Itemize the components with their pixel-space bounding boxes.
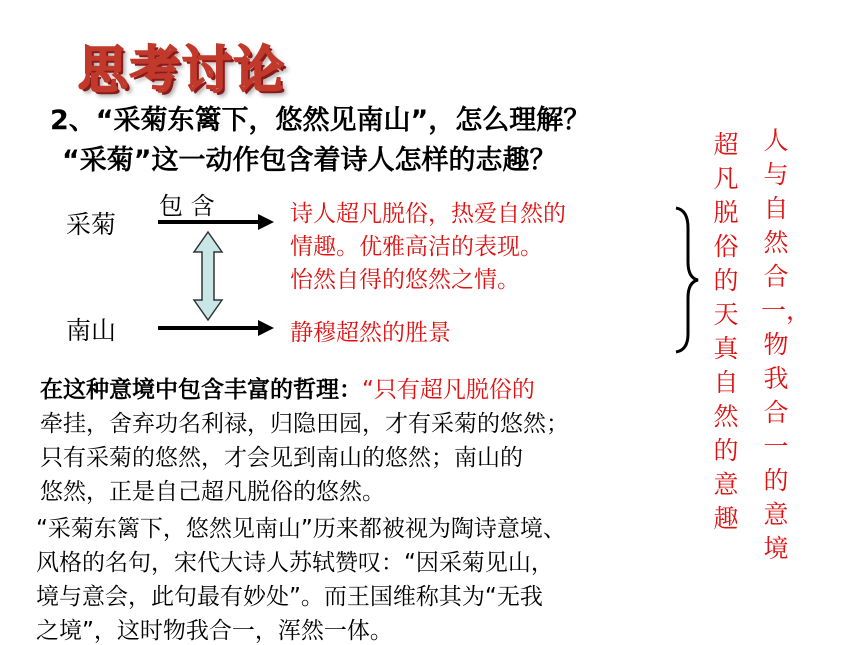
philosophy-label: 在这种意境中包含丰富的哲理：	[40, 377, 362, 403]
answer-bottom: 静穆超然的胜景	[290, 320, 451, 346]
curly-brace	[676, 208, 698, 352]
philosophy-line-1	[40, 371, 535, 404]
label-nanshan: 南山	[66, 316, 117, 345]
label-caiju: 采菊	[66, 210, 117, 239]
philosophy-line-2: 牵挂，舍弃功名利禄，归隐田园，才有采菊的悠然；	[40, 411, 569, 437]
answer-top-line-3: 怡然自得的悠然之情。	[290, 267, 520, 293]
answer-top-line-1: 诗人超凡脱俗，热爱自然的	[290, 201, 566, 227]
philosophy-quote-start: “只有超凡脱俗的	[362, 377, 535, 403]
paragraph-line-1: “采菊东篱下，悠然见南山”历来都被视为陶诗意境、	[36, 516, 566, 542]
question-line-1: 2、“采菊东篱下，悠然见南山”，怎么理解？	[50, 105, 591, 136]
vertical-text-inner: 超凡脱俗的天真自然的意趣	[713, 130, 739, 533]
page-title: 思考讨论	[78, 41, 286, 99]
double-arrow-icon	[194, 232, 222, 320]
answer-top-line-2: 情趣。优雅高洁的表现。	[290, 234, 543, 260]
paragraph-line-3: 境与意会，此句最有妙处”。而王国维称其为“无我	[36, 584, 543, 610]
question-line-2: “采菊”这一动作包含着诗人怎样的志趣？	[62, 145, 557, 176]
arrow-top-head	[258, 214, 274, 230]
arrow-bottom-head	[258, 320, 274, 336]
philosophy-line-3: 只有采菊的悠然，才会见到南山的悠然；南山的	[40, 445, 523, 471]
arrow-label-baohan: 包 含	[159, 192, 215, 220]
paragraph-line-2: 风格的名句，宋代大诗人苏轼赞叹：“因采菊见山，	[36, 550, 554, 576]
vertical-text-outer: 人与自然合一，物我合一的意境	[761, 126, 812, 563]
philosophy-line-4: 悠然，正是自己超凡脱俗的悠然。	[40, 479, 385, 505]
paragraph-line-4: 之境”，这时物我合一，浑然一体。	[36, 618, 393, 644]
